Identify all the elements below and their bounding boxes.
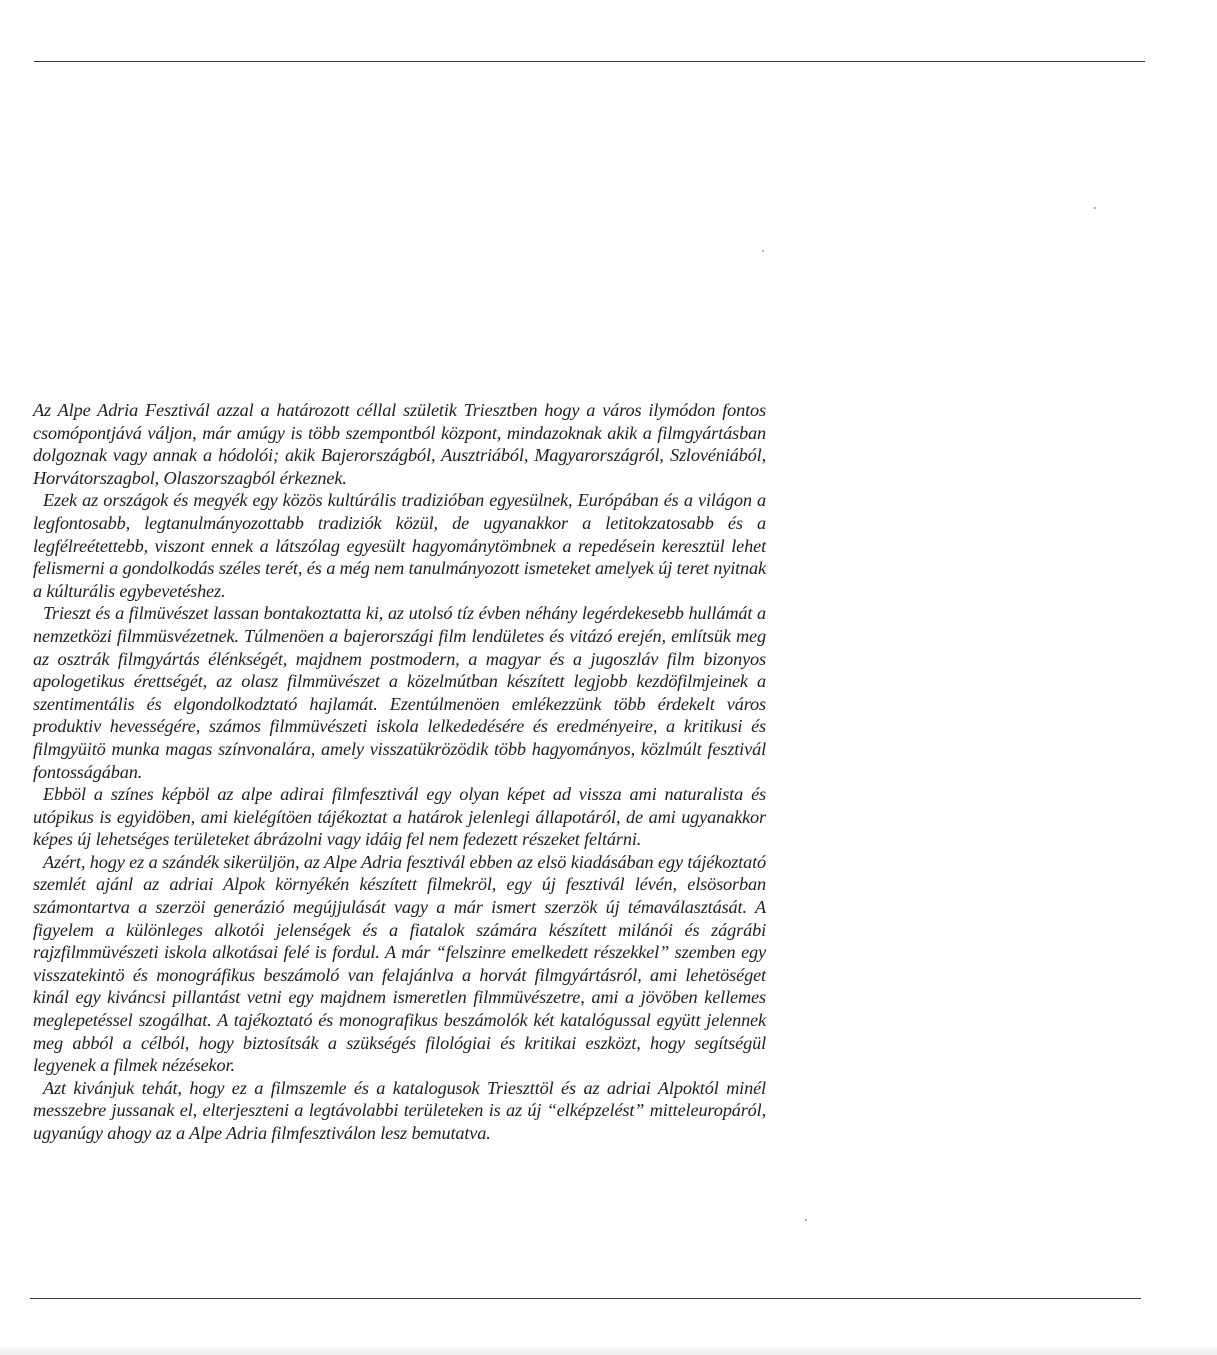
article-body [33, 399, 766, 1145]
paragraph-festival-image: Ebböl a színes képböl az alpe adirai filmfesztivál egy olyan képet ad vissza ami naturalista és utópikus is egyidöben, ami kielégítöen tájékoztat a határok jelenlegi állapotáról, de ami ugyanakkor képes új lehetséges területeket ábrázolni vagy idáig fel nem fedezett részeket feltárni. [33, 784, 766, 850]
scan-speck [1094, 207, 1096, 209]
paragraph-tradition: Ezek az országok és megyék egy közös kultúrális tradizióban egyesülnek, Európában és a világon a legfontosabb, legtanulmányozottabb tradiziók közül, de ugyanakkor a letitokzatosabb és a legfélreétettebb, viszont ennek a látszólag egyesült hagyománytömbnek a repedésein keresztül lehet felismerni a gondolkodás széles terét, és a még nem tanulmányozott ismeteket amelyek új teret nyitnak a kúlturális egybevetéshez. [33, 490, 766, 601]
scan-speck [762, 250, 764, 252]
scan-speck [805, 1219, 807, 1221]
paragraph-film-waves: Trieszt és a filmüvészet lassan bontakoztatta ki, az utolsó tíz évben néhány legérdekesebb hullámát a nemzetközi filmmüsvézetnek. Túlmenöen a bajerországi film lendületes és vitázó erején, említsük meg az osztrák filmgyártás élénkségét, majdnem postmodern, a magyar és a jugoszláv film bizonyos apologetikus érettségét, az olasz filmmüvészet a közelmútban készített legjobb kezdöfilmjeinek a szentimentális és elgondolkodztató hajlamát. Ezentúlmenöen emlékezzünk több érdekelt város produktiv hevességére, számos filmmüvészeti iskola lelkededésére és eredményeire, a kritikusi és filmgyüitö munka magas színvonalára, amely visszatükrözödik több hagyományos, közlmúlt fesztivál fontosságában. [33, 603, 766, 782]
scan-edge-shadow [0, 1345, 1217, 1355]
paragraph-program: Azért, hogy ez a szándék sikerüljön, az Alpe Adria fesztivál ebben az elsö kiadásában egy tájékoztató szemlét ajánl az adriai Alpok környékén készített filmekröl, egy új fesztivál lévén, elsösorban számontartva a szerzöi generázió megújjulását vagy a már ismert szerzök új témaválasztását. A figyelem a különleges alkotói jelenségek és a fiatalok számára készített milánói és zágrábi rajzfilmmüvészeti iskola alkotásai felé is fordul. A már “felszinre emelkedett részekkel” szemben egy visszatekintö és monográfikus beszámoló van felajánlva a horvát filmgyártásról, ami lehetöséget kinál egy kiváncsi pillantást vetni egy majdnem ismeretlen filmmüvészetre, ami a jövöben kellemes meglepetéssel szogálhat. A tajékoztató és monografikus beszámolók két katalógussal együtt jelennek meg abból a célból, hogy biztosítsák a szükségés filológiai és kritikai eszközt, hogy segítségül legyenek a filmek nézésekor. [33, 851, 766, 1076]
top-rule [34, 61, 1145, 62]
bottom-rule [30, 1298, 1141, 1299]
paragraph-closing: Azt kivánjuk tehát, hogy ez a filmszemle és a katalogusok Trieszttöl és az adriai Alpoktól minél messzebre jussanak el, elterjeszteni a legtávolabbi területeken is az új “elképzelést” mitteleuropáról, ugyanúgy ahogy az a Alpe Adria filmfesztiválon lesz bemutatva. [33, 1077, 766, 1143]
paragraph-intro: Az Alpe Adria Fesztivál azzal a határozott céllal születik Triesztben hogy a város ilymódon fontos csomópontjává váljon, már amúgy is több szempontból központ, mindazoknak akik a filmgyártásban dolgoznak vagy annak a hódolói; akik Bajerországból, Ausztriából, Magyarországról, Szlovéniából, Horvátorszagbol, Olaszorszagból érkeznek. [33, 400, 766, 488]
